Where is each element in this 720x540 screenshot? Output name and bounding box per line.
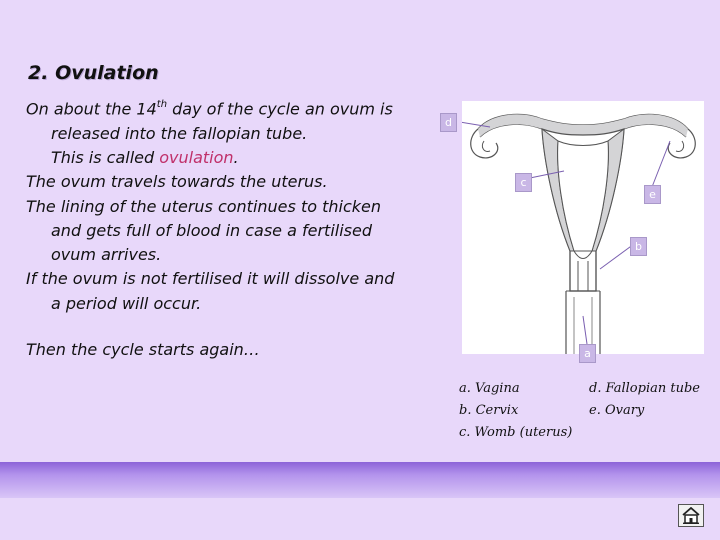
- ovulation-term: ovulation: [159, 147, 234, 167]
- home-button[interactable]: [678, 504, 704, 527]
- legend-item-b: b. Cervix: [459, 403, 519, 418]
- title-text: Ovulation: [55, 62, 159, 84]
- superscript-th: th: [156, 99, 168, 110]
- label-d: d: [440, 113, 457, 132]
- body-line: released into the fallopian tube.: [51, 123, 308, 143]
- label-b: b: [630, 237, 647, 256]
- body-line: [26, 146, 446, 170]
- body-line-part: day of the cycle an ovum is: [167, 99, 393, 119]
- legend-item-d: d. Fallopian tube: [589, 381, 700, 396]
- legend-left: [459, 378, 572, 444]
- legend-item-a: a. Vagina: [459, 381, 520, 396]
- uterus-illustration: [462, 101, 704, 354]
- title-number: 2.: [28, 62, 49, 84]
- closing-line: Then the cycle starts again…: [26, 340, 260, 359]
- legend-right: [589, 378, 700, 422]
- home-icon: [681, 507, 701, 524]
- legend-item-c: c. Womb (uterus): [459, 425, 573, 440]
- legend-item-e: e. Ovary: [589, 403, 645, 418]
- label-c: c: [515, 173, 532, 192]
- slide-title: [28, 62, 159, 84]
- body-line: The ovum travels towards the uterus.: [26, 172, 328, 192]
- body-line: and gets full of blood in case a fertilised: [51, 220, 372, 240]
- footer-bar: [0, 462, 720, 498]
- body-line-part: This is called: [51, 147, 160, 167]
- body-line: The lining of the uterus continues to thicken: [26, 196, 381, 216]
- body-line: If the ovum is not fertilised it will dissolve and: [26, 269, 395, 289]
- body-line: a period will occur.: [51, 293, 202, 313]
- body-line: [26, 94, 446, 122]
- body-text: [26, 94, 446, 362]
- uterus-diagram: [445, 101, 704, 360]
- body-line: ovum arrives.: [51, 245, 162, 265]
- body-line-part: On about the 14: [26, 99, 157, 119]
- label-e: e: [644, 185, 661, 204]
- body-line-part: .: [233, 147, 239, 167]
- label-a: a: [579, 344, 596, 363]
